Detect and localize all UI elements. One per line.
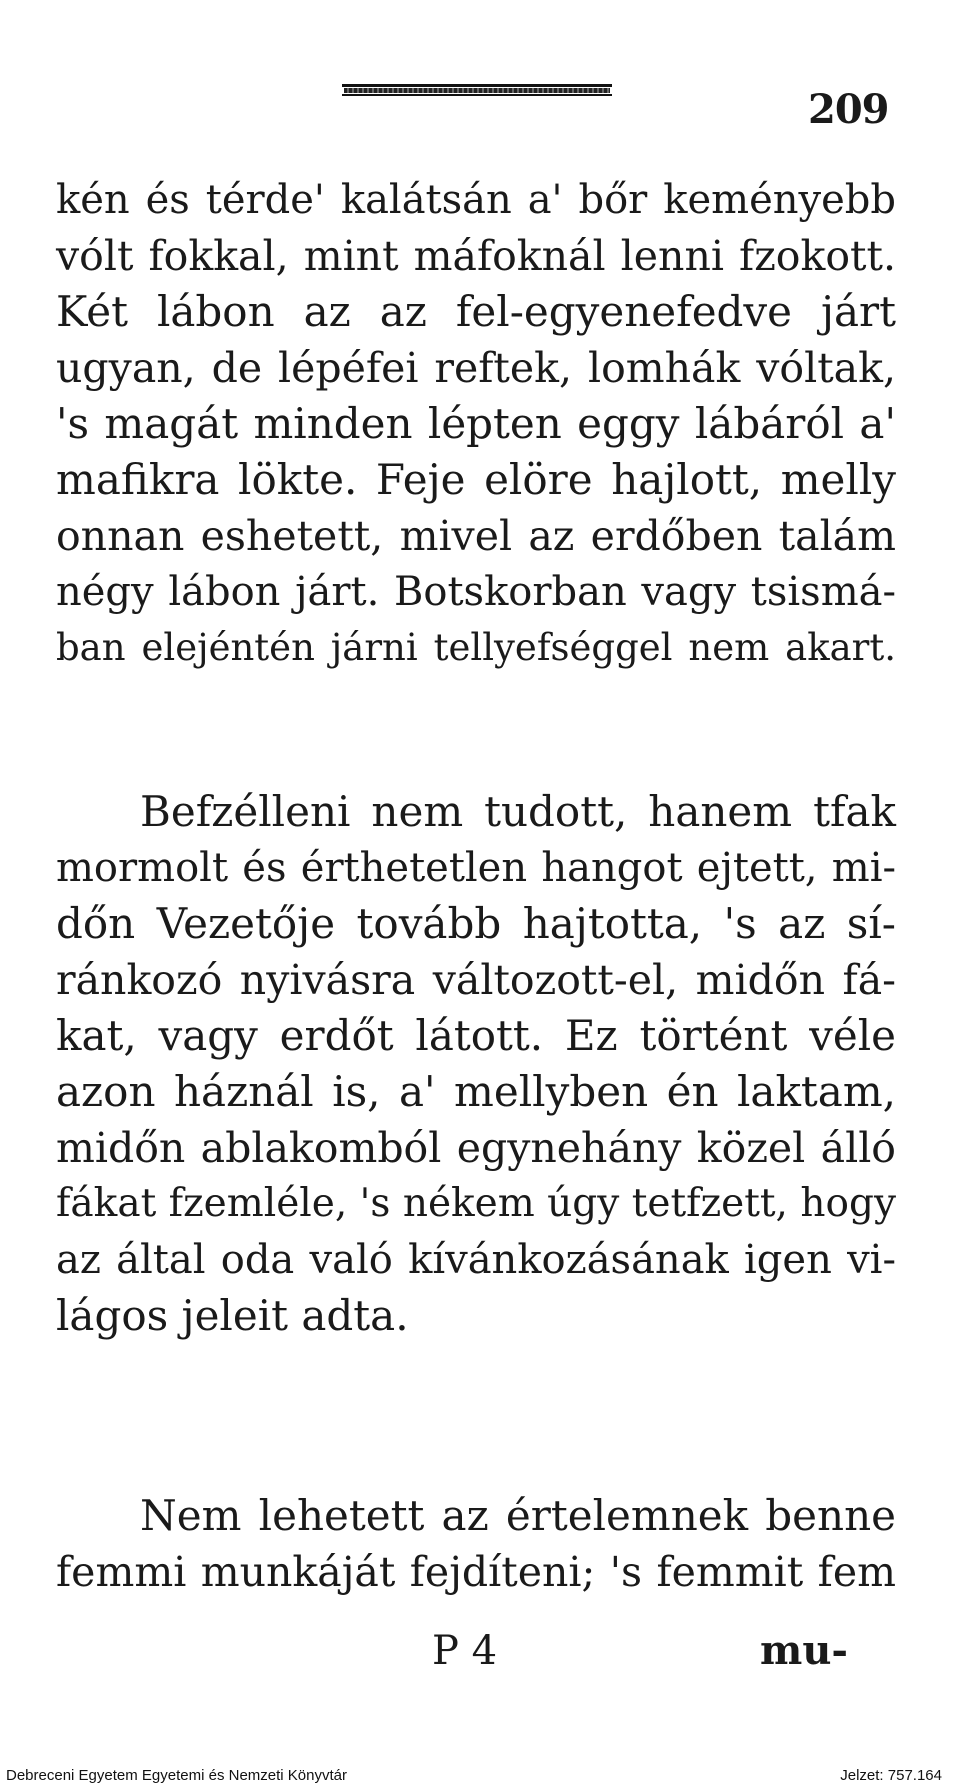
- text-line: ban elejéntén járni tellyefséggel nem akart.: [56, 626, 896, 669]
- footer-shelfmark: Jelzet: 757.164: [840, 1767, 942, 1784]
- text-line: lágos jeleit adta.: [56, 1291, 409, 1340]
- text-line: azon háznál is, a' mellyben én laktam,: [56, 1067, 896, 1116]
- text-line: dőn Vezetője tovább hajtotta, 's az sí-: [56, 899, 896, 948]
- text-line: 's magát minden lépten eggy lábáról a': [56, 399, 896, 448]
- text-line: Nem lehetett az értelemnek benne: [140, 1491, 896, 1540]
- text-line: az által oda való kívánkozásának igen vi-: [56, 1237, 896, 1283]
- text-line: kén és térde' kalátsán a' bőr keményebb: [56, 177, 896, 223]
- signature-mark: P 4: [432, 1628, 498, 1674]
- text-line: ránkozó nyivásra változott-el, midőn fá-: [56, 956, 896, 1004]
- text-line: mafikra lökte. Feje elöre hajlott, melly: [56, 455, 896, 504]
- page-number: 209: [808, 86, 889, 133]
- catchword: mu-: [760, 1627, 849, 1674]
- text-line: Két lábon az az fel-egyenefedve járt: [56, 287, 896, 336]
- text-line: femmi munkáját fejdíteni; 's femmit fem: [56, 1548, 896, 1596]
- footer-library: Debreceni Egyetem Egyetemi és Nemzeti Könyvtár: [6, 1767, 347, 1784]
- text-line: négy lábon járt. Botskorban vagy tsismá-: [56, 569, 896, 615]
- text-line: ugyan, de lépéfei reftek, lomhák vóltak,: [56, 344, 896, 392]
- text-line: midőn ablakomból egynehány közel álló: [56, 1124, 896, 1172]
- text-line: mormolt és érthetetlen hangot ejtett, mi-: [56, 845, 896, 891]
- header-rule: [342, 84, 612, 98]
- text-line: Befzélleni nem tudott, hanem tfak: [140, 787, 896, 836]
- text-line: onnan eshetett, mivel az erdőben talám: [56, 512, 896, 560]
- text-line: vólt fokkal, mint máfoknál lenni fzokott.: [56, 232, 896, 280]
- text-line: kat, vagy erdőt látott. Ez történt véle: [56, 1011, 896, 1060]
- text-line: fákat fzemléle, 's nékem úgy tetfzett, hogy: [56, 1181, 896, 1226]
